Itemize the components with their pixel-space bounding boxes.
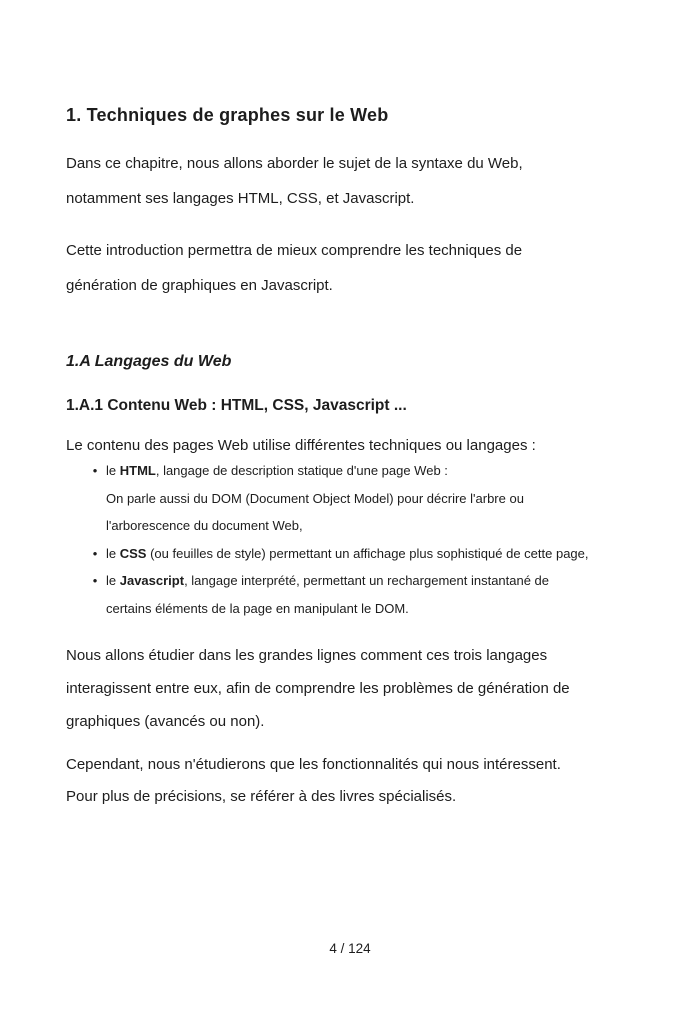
list-item-text xyxy=(106,567,646,595)
list-item-prefix: le xyxy=(106,463,120,478)
chapter-heading: 1. Techniques de graphes sur le Web xyxy=(66,105,389,126)
bullet-list xyxy=(66,457,646,622)
paragraph-line: Nous allons étudier dans les grandes lignes comment ces trois langages xyxy=(66,647,548,664)
bullet-icon xyxy=(88,457,102,485)
paragraph-line: interagissent entre eux, afin de comprendre les problèmes de génération de xyxy=(66,680,570,697)
list-item xyxy=(66,540,646,568)
list-item-prefix: le xyxy=(106,545,120,561)
list-item-continuation: On parle aussi du DOM (Document Object Model) pour décrire l'arbre ou xyxy=(106,490,524,506)
list-item-text xyxy=(106,540,646,568)
paragraph-line: graphiques (avancés ou non). xyxy=(66,713,265,730)
paragraph-line: Dans ce chapitre, nous allons aborder le sujet de la syntaxe du Web, xyxy=(66,155,523,172)
paragraph-line: Pour plus de précisions, se référer à des livres spécialisés. xyxy=(66,788,457,805)
list-item-continuation: certains éléments de la page en manipulant le DOM. xyxy=(106,600,409,616)
list-item-rest: , langage interprété, permettant un rechargement instantané de xyxy=(184,573,550,588)
intro-paragraph-2 xyxy=(66,233,522,303)
section-heading: 1.A Langages du Web xyxy=(66,353,232,371)
list-intro-paragraph: Le contenu des pages Web utilise différentes techniques ou langages : xyxy=(66,437,536,454)
paragraph-line: Cette introduction permettra de mieux comprendre les techniques de xyxy=(66,242,523,259)
paragraph-line: Cependant, nous n'étudierons que les fonctionnalités qui nous intéressent. xyxy=(66,756,561,773)
list-item xyxy=(66,457,646,540)
list-item-text xyxy=(106,457,646,485)
paragraph-line: notamment ses langages HTML, CSS, et Javascript. xyxy=(66,190,415,207)
list-item-term: CSS xyxy=(119,545,147,561)
body-paragraph-2 xyxy=(66,749,561,813)
list-item-continuation: l'arborescence du document Web, xyxy=(106,518,303,533)
list-item-term: Javascript xyxy=(119,573,185,588)
list-item-prefix: le xyxy=(106,573,120,588)
page-number: 4 / 124 xyxy=(329,941,371,956)
body-paragraph-1 xyxy=(66,639,570,738)
list-item-term: HTML xyxy=(119,463,156,478)
intro-paragraph-1 xyxy=(66,146,523,216)
subsection-heading: 1.A.1 Contenu Web : HTML, CSS, Javascript ... xyxy=(66,396,407,414)
bullet-icon xyxy=(88,567,102,595)
list-item xyxy=(66,567,646,622)
list-item-rest: (ou feuilles de style) permettant un affichage plus sophistiqué de cette page, xyxy=(146,545,589,561)
paragraph-line: génération de graphiques en Javascript. xyxy=(66,277,333,294)
bullet-icon xyxy=(88,540,102,568)
list-item-rest: , langage de description statique d'une page Web : xyxy=(155,463,448,478)
